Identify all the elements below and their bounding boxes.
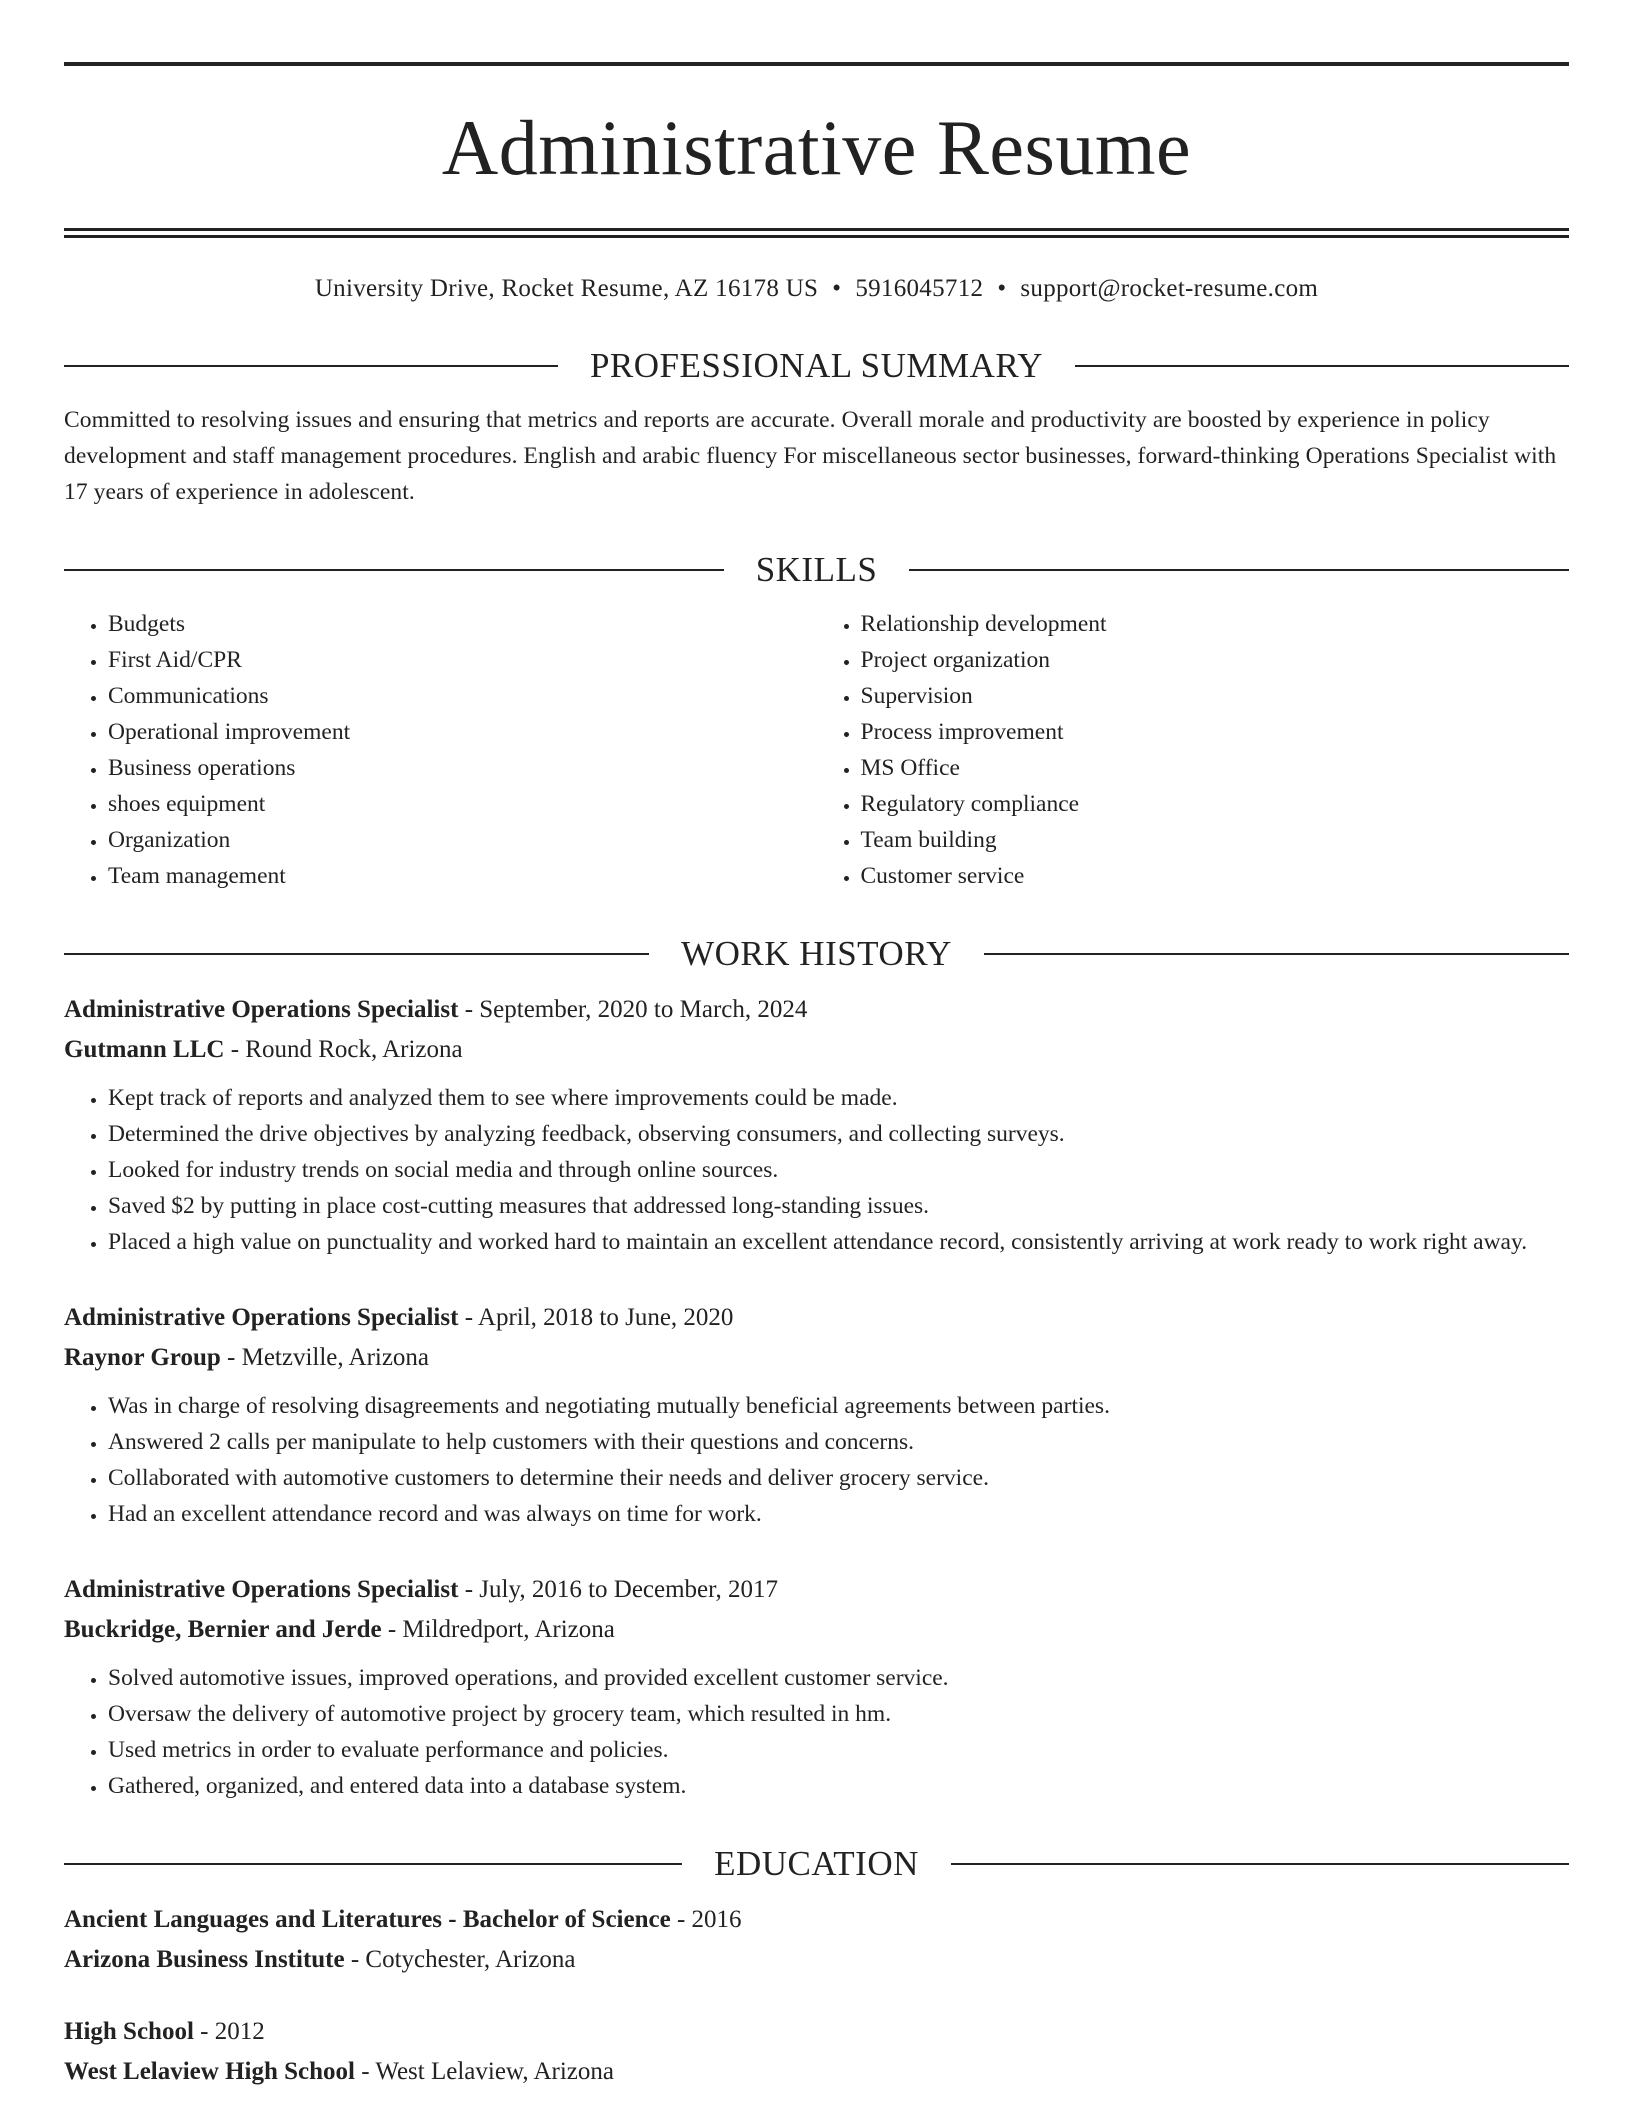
skill-item: • Budgets — [108, 606, 817, 642]
job-company: Buckridge, Bernier and Jerde — [64, 1616, 382, 1643]
job-bullet: • Solved automotive issues, improved operations, and provided excellent customer service. — [108, 1660, 1569, 1696]
job-bullet: • Saved $2 by putting in place cost-cutting measures that addressed long-standing issues. — [108, 1188, 1569, 1224]
skill-item: • Supervision — [861, 678, 1570, 714]
section-rule-left — [64, 1863, 682, 1865]
section-title-skills: SKILLS — [755, 550, 878, 589]
job-bullet: • Collaborated with automotive customers to determine their needs and deliver grocery service. — [108, 1460, 1569, 1496]
skill-item: • Organization — [108, 822, 817, 858]
resume-title: Administrative Resume — [441, 104, 1192, 191]
skill-item: • Relationship development — [861, 606, 1570, 642]
job-bullets — [64, 1660, 1569, 1804]
job-bullet: • Determined the drive objectives by analyzing feedback, observing consumers, and collecting surveys. — [108, 1116, 1569, 1152]
job-title: Administrative Operations Specialist — [64, 1304, 459, 1331]
job-bullet: • Oversaw the delivery of automotive project by grocery team, which resulted in hm. — [108, 1696, 1569, 1732]
skill-item: • Business operations — [108, 750, 817, 786]
job-title-line — [64, 990, 1569, 1030]
job-title-line — [64, 1570, 1569, 1610]
skills-list — [64, 606, 1569, 894]
section-title-work: WORK HISTORY — [681, 934, 952, 973]
job-bullet: • Had an excellent attendance record and was always on time for work. — [108, 1496, 1569, 1532]
contact-separator: • — [997, 275, 1007, 302]
job-bullet: • Placed a high value on punctuality and worked hard to maintain an excellent attendance record, consistently arriving at work ready to work right away. — [108, 1224, 1569, 1260]
job-entry — [64, 990, 1569, 1260]
section-rule-right — [1075, 365, 1569, 367]
job-bullet: • Used metrics in order to evaluate performance and policies. — [108, 1732, 1569, 1768]
job-dates: - September, 2020 to March, 2024 — [458, 996, 808, 1023]
job-location: - Metzville, Arizona — [220, 1344, 430, 1371]
job-entry — [64, 1570, 1569, 1804]
skill-item: • Team building — [861, 822, 1570, 858]
skill-item: • Customer service — [861, 858, 1570, 894]
section-rule-right — [984, 953, 1569, 955]
skill-item: • Process improvement — [861, 714, 1570, 750]
job-company-line — [64, 1030, 1569, 1070]
skill-item: • First Aid/CPR — [108, 642, 817, 678]
skill-item: • Regulatory compliance — [861, 786, 1570, 822]
education-school-line — [64, 2052, 1569, 2092]
education-school: Arizona Business Institute — [64, 1946, 345, 1973]
skill-item: • MS Office — [861, 750, 1570, 786]
contact-email: support@rocket-resume.com — [1020, 275, 1319, 302]
skills-column-right — [817, 606, 1570, 894]
job-bullets — [64, 1388, 1569, 1532]
contact-line — [64, 272, 1569, 306]
section-header-education — [64, 1842, 1569, 1886]
job-location: - Mildredport, Arizona — [381, 1616, 615, 1643]
job-bullet: • Gathered, organized, and entered data into a database system. — [108, 1768, 1569, 1804]
job-dates: - July, 2016 to December, 2017 — [458, 1576, 778, 1603]
section-title-education: EDUCATION — [714, 1844, 919, 1883]
job-location: - Round Rock, Arizona — [224, 1036, 463, 1063]
section-header-skills — [64, 548, 1569, 592]
top-rule — [64, 62, 1569, 66]
job-company: Raynor Group — [64, 1344, 221, 1371]
education-year: - 2016 — [670, 1906, 742, 1933]
job-title: Administrative Operations Specialist — [64, 1576, 459, 1603]
job-bullet: • Answered 2 calls per manipulate to help customers with their questions and concerns. — [108, 1424, 1569, 1460]
job-bullet: • Was in charge of resolving disagreements and negotiating mutually beneficial agreements between parties. — [108, 1388, 1569, 1424]
job-company-line — [64, 1610, 1569, 1650]
education-entry — [64, 2012, 1569, 2092]
education-year: - 2012 — [193, 2018, 265, 2045]
skill-item: • shoes equipment — [108, 786, 817, 822]
skills-column-left — [64, 606, 817, 894]
skill-item: • Communications — [108, 678, 817, 714]
contact-separator: • — [832, 275, 842, 302]
job-company: Gutmann LLC — [64, 1036, 225, 1063]
section-rule-right — [951, 1863, 1569, 1865]
job-bullet: • Kept track of reports and analyzed them to see where improvements could be made. — [108, 1080, 1569, 1116]
education-degree-line — [64, 1900, 1569, 1940]
job-dates: - April, 2018 to June, 2020 — [458, 1304, 734, 1331]
section-header-summary — [64, 344, 1569, 388]
education-location: - West Lelaview, Arizona — [354, 2058, 614, 2085]
section-rule-left — [64, 365, 558, 367]
job-bullet: • Looked for industry trends on social media and through online sources. — [108, 1152, 1569, 1188]
education-school: West Lelaview High School — [64, 2058, 355, 2085]
job-company-line — [64, 1338, 1569, 1378]
education-school-line — [64, 1940, 1569, 1980]
job-title: Administrative Operations Specialist — [64, 996, 459, 1023]
education-degree-line — [64, 2012, 1569, 2052]
job-bullets — [64, 1080, 1569, 1260]
section-header-work — [64, 932, 1569, 976]
title-double-rule — [64, 228, 1569, 238]
contact-phone: 5916045712 — [855, 275, 984, 302]
education-entry — [64, 1900, 1569, 1980]
job-entry — [64, 1298, 1569, 1532]
summary-text: Committed to resolving issues and ensuring that metrics and reports are accurate. Overall morale and productivity are boosted by experience in policy development and staff management procedures. English and arabic fluency For miscellaneous sector businesses, forward-thinking Operations Specialist with 17 years of experience in adolescent. — [64, 407, 1557, 505]
job-title-line — [64, 1298, 1569, 1338]
education-degree: Ancient Languages and Literatures - Bachelor of Science — [64, 1906, 671, 1933]
education-degree: High School — [64, 2018, 194, 2045]
section-rule-right — [909, 569, 1569, 571]
contact-address: University Drive, Rocket Resume, AZ 16178 US — [314, 275, 819, 302]
section-title-summary: PROFESSIONAL SUMMARY — [589, 346, 1044, 385]
section-rule-left — [64, 953, 649, 955]
education-location: - Cotychester, Arizona — [344, 1946, 576, 1973]
skill-item: • Project organization — [861, 642, 1570, 678]
skill-item: • Operational improvement — [108, 714, 817, 750]
skill-item: • Team management — [108, 858, 817, 894]
section-rule-left — [64, 569, 724, 571]
